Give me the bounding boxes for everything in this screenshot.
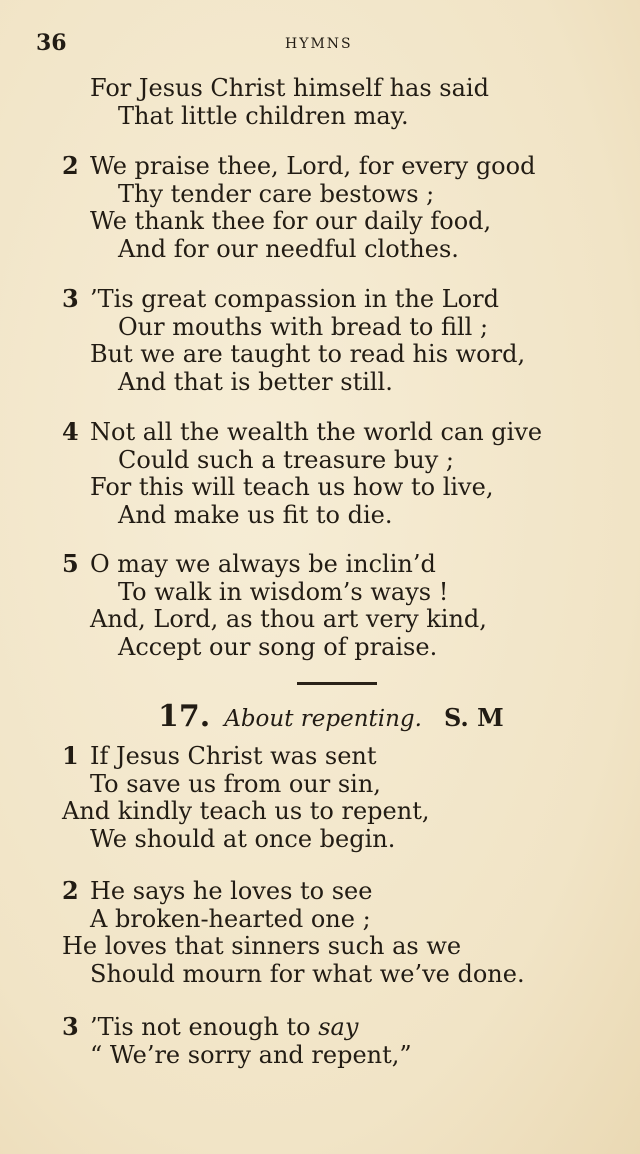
verse-line: And that is better still. <box>118 368 393 396</box>
verse-line: If Jesus Christ was sent <box>90 742 377 770</box>
verse-line: And, Lord, as thou art very kind, <box>90 605 487 633</box>
verse-line: Thy tender care bestows ; <box>118 180 435 208</box>
verse-number: 2 <box>62 151 79 180</box>
page-number: 36 <box>36 30 67 56</box>
running-head: HYMNS <box>285 36 353 52</box>
hymn-meter: S. M <box>443 703 504 732</box>
verse-line: For Jesus Christ himself has said <box>90 74 489 102</box>
verse-line: Should mourn for what we’ve done. <box>90 960 525 988</box>
verse-line: But we are taught to read his word, <box>90 340 526 368</box>
verse-number: 1 <box>62 741 79 770</box>
verse-line: Could such a treasure buy ; <box>118 446 454 474</box>
verse-number: 3 <box>62 284 79 313</box>
verse-line: “ We’re sorry and repent,” <box>90 1041 412 1069</box>
verse-line <box>90 1013 358 1041</box>
verse-line-text: ’Tis not enough to <box>90 1013 319 1041</box>
verse-line: That little children may. <box>118 102 409 130</box>
verse-line: For this will teach us how to live, <box>90 473 494 501</box>
hymn-title: About repenting. <box>224 706 422 732</box>
verse-number: 2 <box>62 876 79 905</box>
verse-line: We should at once begin. <box>90 825 396 853</box>
verse-line: And for our needful clothes. <box>118 235 459 263</box>
verse-line: A broken-hearted one ; <box>90 905 371 933</box>
verse-line: We praise thee, Lord, for every good <box>90 152 536 180</box>
emphasized-word: say <box>318 1013 359 1041</box>
verse-line: He loves that sinners such as we <box>62 932 462 960</box>
verse-line: To save us from our sin, <box>90 770 381 798</box>
hymn-number: 17. <box>158 699 211 734</box>
verse-number: 3 <box>62 1012 79 1041</box>
verse-line: Our mouths with bread to fill ; <box>118 313 489 341</box>
verse-line: O may we always be inclin’d <box>90 550 436 578</box>
verse-line: And kindly teach us to repent, <box>62 797 430 825</box>
verse-number: 4 <box>62 417 79 446</box>
verse-line: We thank thee for our daily food, <box>90 207 492 235</box>
verse-line: He says he loves to see <box>90 877 373 905</box>
verse-line: Not all the wealth the world can give <box>90 418 543 446</box>
hymn-heading <box>158 699 504 734</box>
verse-line: Accept our song of praise. <box>118 633 438 661</box>
section-divider <box>297 682 377 685</box>
verse-line: ’Tis great compassion in the Lord <box>90 285 499 313</box>
verse-number: 5 <box>62 549 79 578</box>
verse-line: To walk in wisdom’s ways ! <box>118 578 449 606</box>
verse-line: And make us fit to die. <box>118 501 393 529</box>
